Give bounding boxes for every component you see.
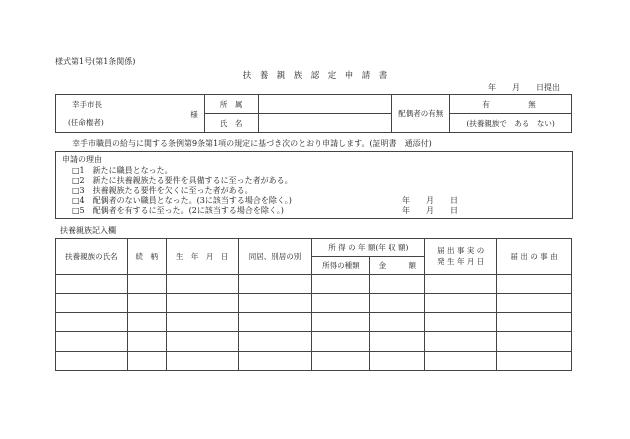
row-cell[interactable] [497,274,572,293]
row-cell[interactable] [425,274,497,293]
row-cell[interactable] [370,293,425,312]
row-cell[interactable] [56,332,128,351]
row-cell[interactable] [127,351,166,370]
page-title: 扶 養 親 族 認 定 申 請 書 [242,71,388,81]
row-cell[interactable] [238,274,312,293]
name-field[interactable] [258,114,392,133]
table-row [56,332,572,351]
submission-date: 年 月 日提出 [488,83,560,92]
row-cell[interactable] [127,332,166,351]
row-cell[interactable] [56,313,128,332]
reason-item-5[interactable]: □5 配偶者を有するに至った。(2に該当する場合を除く。) [72,206,284,215]
addressee: 幸手市長 [72,100,102,109]
dependents-heading: 扶養親族記入欄 [60,226,116,235]
reason-item-3[interactable]: □3 扶養親族たる要件を欠くに至った者がある。 [72,186,253,195]
row-cell[interactable] [497,313,572,332]
affiliation-label: 所 属 [204,95,258,114]
header-living: 同居、別居の別 [238,239,312,275]
row-cell[interactable] [127,274,166,293]
addressee-cell [56,95,205,133]
row-cell[interactable] [312,293,370,312]
row-cell[interactable] [166,293,238,312]
row-cell[interactable] [238,351,312,370]
header-reason: 届 出 の 事 由 [497,239,572,275]
applicant-table [55,94,572,133]
header-event-date-line-2: 発 生 年 月 日 [437,257,485,267]
header-income-group: 所 得 の 年 額(年 収 額) [312,239,425,257]
row-cell[interactable] [370,274,425,293]
header-relation: 続 柄 [127,239,166,275]
row-cell[interactable] [370,351,425,370]
addressee-note: (任命権者) [68,118,104,127]
header-event-date-line-1: 届 出 事 実 の [437,246,485,256]
row-cell[interactable] [127,293,166,312]
honorific: 様 [190,110,198,119]
row-cell[interactable] [238,313,312,332]
table-row [56,293,572,312]
affiliation-field[interactable] [258,95,392,114]
row-cell[interactable] [312,332,370,351]
row-cell[interactable] [312,274,370,293]
row-cell[interactable] [56,274,128,293]
row-cell[interactable] [497,351,572,370]
header-income-type: 所得の種類 [312,257,370,274]
row-cell[interactable] [166,313,238,332]
reason-box [55,151,573,219]
reason-item-5-date[interactable]: 年 月 日 [402,206,458,215]
table-row [56,313,572,332]
row-cell[interactable] [425,313,497,332]
table-row [56,351,572,370]
name-label: 氏 名 [204,114,258,133]
spouse-label: 配偶者の有無 [392,95,450,133]
row-cell[interactable] [56,351,128,370]
row-cell[interactable] [312,351,370,370]
row-cell[interactable] [312,313,370,332]
statement-text: 幸手市職員の給与に関する条例第9条第1項の規定に基づき次のとおり申請します。(証明書 通添付) [72,139,432,148]
header-name: 扶養親族の氏名 [56,239,128,275]
table-row [56,274,572,293]
row-cell[interactable] [497,332,572,351]
option-yes[interactable]: 有 [482,100,490,109]
row-cell[interactable] [166,351,238,370]
spouse-options[interactable] [450,95,572,114]
header-income-amount: 金 額 [370,257,425,274]
dependents-table [55,238,572,371]
row-cell[interactable] [425,351,497,370]
row-cell[interactable] [497,293,572,312]
row-cell[interactable] [238,293,312,312]
reason-item-4-date[interactable]: 年 月 日 [402,196,458,205]
row-cell[interactable] [238,332,312,351]
row-cell[interactable] [425,293,497,312]
row-cell[interactable] [56,293,128,312]
dependent-note[interactable]: (扶養親族で ある ない) [450,114,572,133]
form-number: 様式第1号(第1条関係) [55,57,136,66]
reason-item-2[interactable]: □2 新たに扶養親族たる要件を具備するに至った者がある。 [72,176,293,185]
row-cell[interactable] [425,332,497,351]
row-cell[interactable] [166,332,238,351]
option-no[interactable]: 無 [528,100,536,109]
row-cell[interactable] [370,313,425,332]
row-cell[interactable] [370,332,425,351]
reason-item-1[interactable]: □1 新たに職員となった。 [72,166,173,175]
row-cell[interactable] [127,313,166,332]
reason-heading: 申請の理由 [62,155,102,164]
header-event-date [425,239,497,275]
header-birth: 生 年 月 日 [166,239,238,275]
reason-item-4[interactable]: □4 配偶者のない職員となった。(3に該当する場合を除く。) [72,196,292,205]
row-cell[interactable] [166,274,238,293]
